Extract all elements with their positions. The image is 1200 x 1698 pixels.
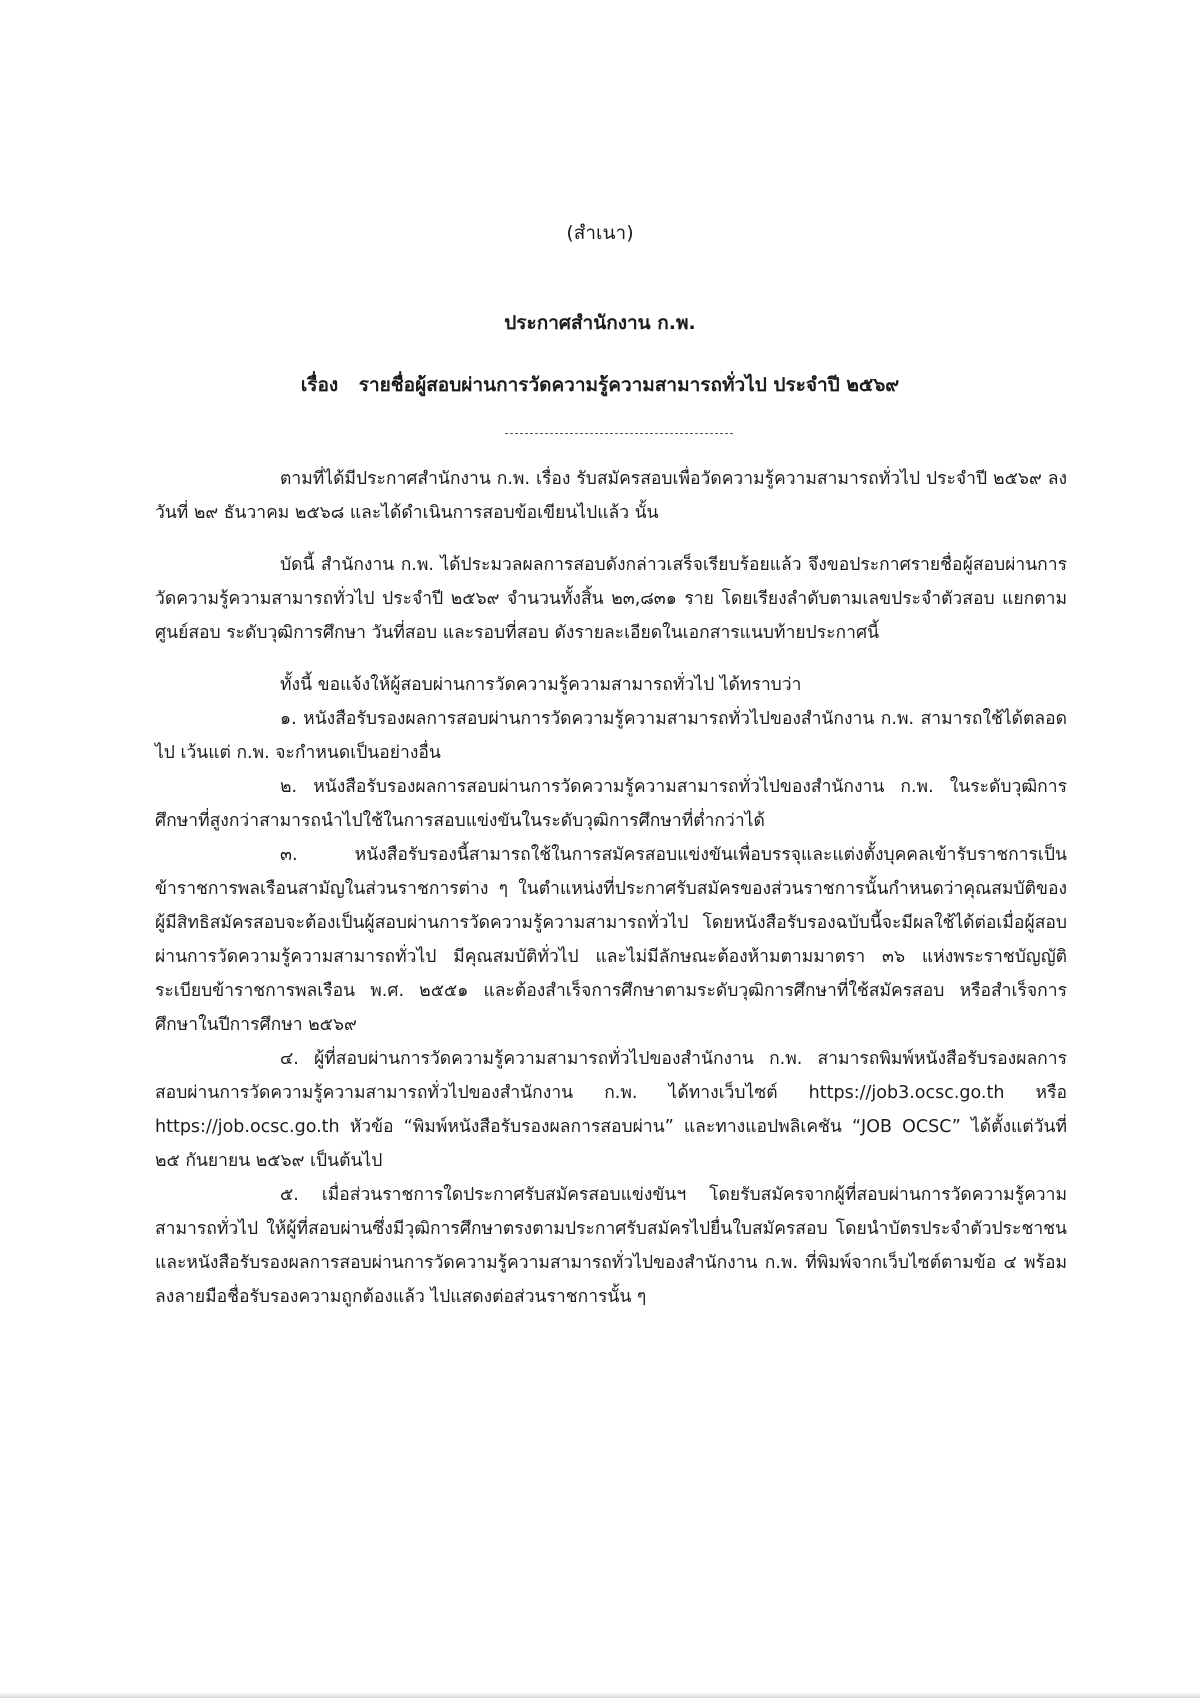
subject-label: เรื่อง xyxy=(300,374,339,396)
paragraph-intro: ตามที่ได้มีประกาศสำนักงาน ก.พ. เรื่อง รับสมัครสอบเพื่อวัดความรู้ความสามารถทั่วไป ประจำปี ๒๕๖๙ ลงวันที่ ๒๙ ธันวาคม ๒๕๖๘ และได้ดำเนินการสอบข้อเขียนไปแล้ว นั้น xyxy=(155,469,1067,523)
subject-text: รายชื่อผู้สอบผ่านการวัดความรู้ความสามารถทั่วไป ประจำปี ๒๕๖๙ xyxy=(358,374,900,396)
paragraph-notice: ทั้งนี้ ขอแจ้งให้ผู้สอบผ่านการวัดความรู้ความสามารถทั่วไป ได้ทราบว่า xyxy=(280,675,802,695)
paragraph-announcement: บัดนี้ สำนักงาน ก.พ. ได้ประมวลผลการสอบดังกล่าวเสร็จเรียบร้อยแล้ว จึงขอประกาศรายชื่อผู้สอบผ่านการวัดความรู้ความสามารถทั่วไป ประจำปี ๒๕๖๙ จำนวนทั้งสิ้น ๒๓,๘๓๑ ราย โดยเรียงลำดับตามเลขประจำตัวสอบ แยกตามศูนย์สอบ ระดับวุฒิการศึกษา วันที่สอบ และรอบที่สอบ ดังรายละเอียดในเอกสารแนบท้ายประกาศนี้ xyxy=(155,555,1067,643)
announcement-subject xyxy=(0,370,1200,400)
paragraph-item-4: ๔. ผู้ที่สอบผ่านการวัดความรู้ความสามารถทั่วไปของสำนักงาน ก.พ. สามารถพิมพ์หนังสือรับรองผลการสอบผ่านการวัดความรู้ความสามารถทั่วไปของสำนักงาน ก.พ. ได้ทางเว็บไซต์ https://job3.ocsc.go.th หรือ https://job.ocsc.go.th หัวข้อ “พิมพ์หนังสือรับรองผลการสอบผ่าน” และทางแอปพลิเคชัน “JOB OCSC” ได้ตั้งแต่วันที่ ๒๕ กันยายน ๒๕๖๙ เป็นต้นไป xyxy=(155,1049,1067,1171)
title-divider xyxy=(505,433,733,434)
paragraph-item-3: ๓. หนังสือรับรองนี้สามารถใช้ในการสมัครสอบแข่งขันเพื่อบรรจุและแต่งตั้งบุคคลเข้ารับราชการเป็นข้าราชการพลเรือนสามัญในส่วนราชการต่าง ๆ ในตำแหน่งที่ประกาศรับสมัครของส่วนราชการนั้นกำหนดว่าคุณสมบัติของผู้มีสิทธิสมัครสอบจะต้องเป็นผู้สอบผ่านการวัดความรู้ความสามารถทั่วไป โดยหนังสือรับรองฉบับนี้จะมีผลใช้ได้ต่อเมื่อผู้สอบผ่านการวัดความรู้ความสามารถทั่วไป มีคุณสมบัติทั่วไป และไม่มีลักษณะต้องห้ามตามมาตรา ๓๖ แห่งพระราชบัญญัติระเบียบข้าราชการพลเรือน พ.ศ. ๒๕๕๑ และต้องสำเร็จการศึกษาตามระดับวุฒิการศึกษาที่ใช้สมัครสอบ หรือสำเร็จการศึกษาในปีการศึกษา ๒๕๖๙ xyxy=(155,845,1067,1035)
paragraph-item-1: ๑. หนังสือรับรองผลการสอบผ่านการวัดความรู้ความสามารถทั่วไปของสำนักงาน ก.พ. สามารถใช้ได้ตลอดไป เว้นแต่ ก.พ. จะกำหนดเป็นอย่างอื่น xyxy=(155,709,1067,763)
paragraph-item-2: ๒. หนังสือรับรองผลการสอบผ่านการวัดความรู้ความสามารถทั่วไปของสำนักงาน ก.พ. ในระดับวุฒิการศึกษาที่สูงกว่าสามารถนำไปใช้ในการสอบแข่งขันในระดับวุฒิการศึกษาที่ต่ำกว่าได้ xyxy=(155,777,1067,831)
scan-bottom-edge xyxy=(0,1692,1200,1698)
paragraph-item-5: ๕. เมื่อส่วนราชการใดประกาศรับสมัครสอบแข่งขันฯ โดยรับสมัครจากผู้ที่สอบผ่านการวัดความรู้ความสามารถทั่วไป ให้ผู้ที่สอบผ่านซึ่งมีวุฒิการศึกษาตรงตามประกาศรับสมัครไปยื่นใบสมัครสอบ โดยนำบัตรประจำตัวประชาชนและหนังสือรับรองผลการสอบผ่านการวัดความรู้ความสามารถทั่วไปของสำนักงาน ก.พ. ที่พิมพ์จากเว็บไซต์ตามข้อ ๔ พร้อมลงลายมือชื่อรับรองความถูกต้องแล้ว ไปแสดงต่อส่วนราชการนั้น ๆ xyxy=(155,1185,1067,1307)
announcement-body xyxy=(155,462,1067,1314)
announcement-title: ประกาศสำนักงาน ก.พ. xyxy=(504,312,696,334)
copy-mark: (สำเนา) xyxy=(566,222,634,244)
